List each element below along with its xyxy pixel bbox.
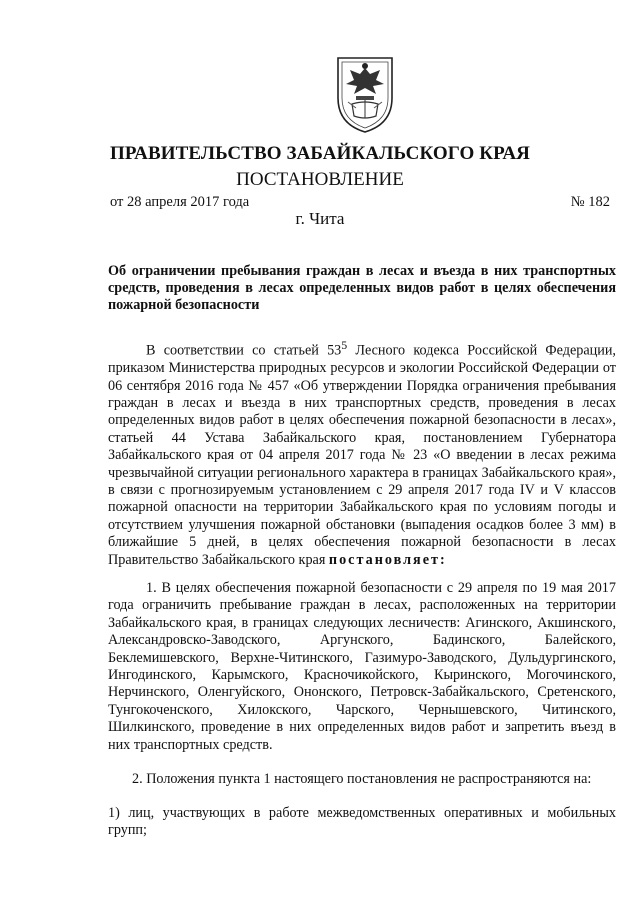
organization-title: ПРАВИТЕЛЬСТВО ЗАБАЙКАЛЬСКОГО КРАЯ: [109, 143, 530, 164]
preamble-text-start: В соответствии со статьей 53: [146, 342, 342, 359]
coat-of-arms-icon: [330, 54, 400, 134]
document-type: ПОСТАНОВЛЕНИЕ: [236, 169, 404, 190]
document-subject: Об ограничении пребывания граждан в лесах и въезда в них транспортных средств, проведения в лесах определенных видов работ в целях обеспечения пожарной безопасности: [108, 263, 616, 313]
clause-2: 2. Положения пункта 1 настоящего постановления не распространяются на:: [132, 771, 592, 787]
document-city: г. Чита: [295, 209, 345, 228]
preamble-text-main: Лесного кодекса Российской Федерации, приказом Министерства природных ресурсов и экологии Российской Федерации от 06 сентября 2016 года № 457 «Об утверждении Порядка ограничения пребывания граждан в лесах и въезда в них транспортных средств, проведения в лесах определенных видов работ в целях обеспечения пожарной безопасности в лесах», статьей 44 Устава Забайкальского края, постановлением Губернатора Забайкальского края от 04 апреля 2017 года № 23 «О введении в лесах режима чрезвычайной ситуации регионального характера в границах Забайкальского края», в связи с прогнозируемым установлением с 29 апреля 2017 года IV и V классов пожарной опасности на территории Забайкальского края по условиям погоды и отсутствием улучшения пожарной обстановки (выпадения осадков более 3 мм) в ближайшие 5 дней, в целях обеспечения пожарной безопасности в лесах Правительство Забайкальского края: [108, 342, 616, 568]
clause-1: 1. В целях обеспечения пожарной безопасности с 29 апреля по 19 мая 2017 года ограничить пребывание граждан в лесах, расположенных на территории Забайкальского края, в границах следующих лесничеств: Агинского, Акшинского, Александровско-Заводского, Аргунского, Бадинского, Балейского, Беклемишевского, Верхне-Читинского, Газимуро-Заводского, Дульдургинского, Ингодинского, Карымского, Красночикойского, Кыринского, Могочинского, Нерчинского, Оленгуйского, Ононского, Петровск-Забайкальского, Сретенского, Тунгокоченского, Хилокского, Чарского, Чернышевского, Читинского, Шилкинского, проведение в них определенных видов работ и запретить въезд в них транспортных средств.: [108, 580, 616, 753]
decree-word: постановляет:: [328, 551, 447, 568]
preamble-paragraph: [108, 337, 616, 569]
document-number: № 182: [570, 194, 610, 210]
article-superscript: 5: [341, 338, 348, 352]
clause-2-subitem-1: 1) лиц, участвующих в работе межведомственных оперативных и мобильных групп;: [108, 805, 616, 839]
document-date: от 28 апреля 2017 года: [110, 194, 250, 210]
